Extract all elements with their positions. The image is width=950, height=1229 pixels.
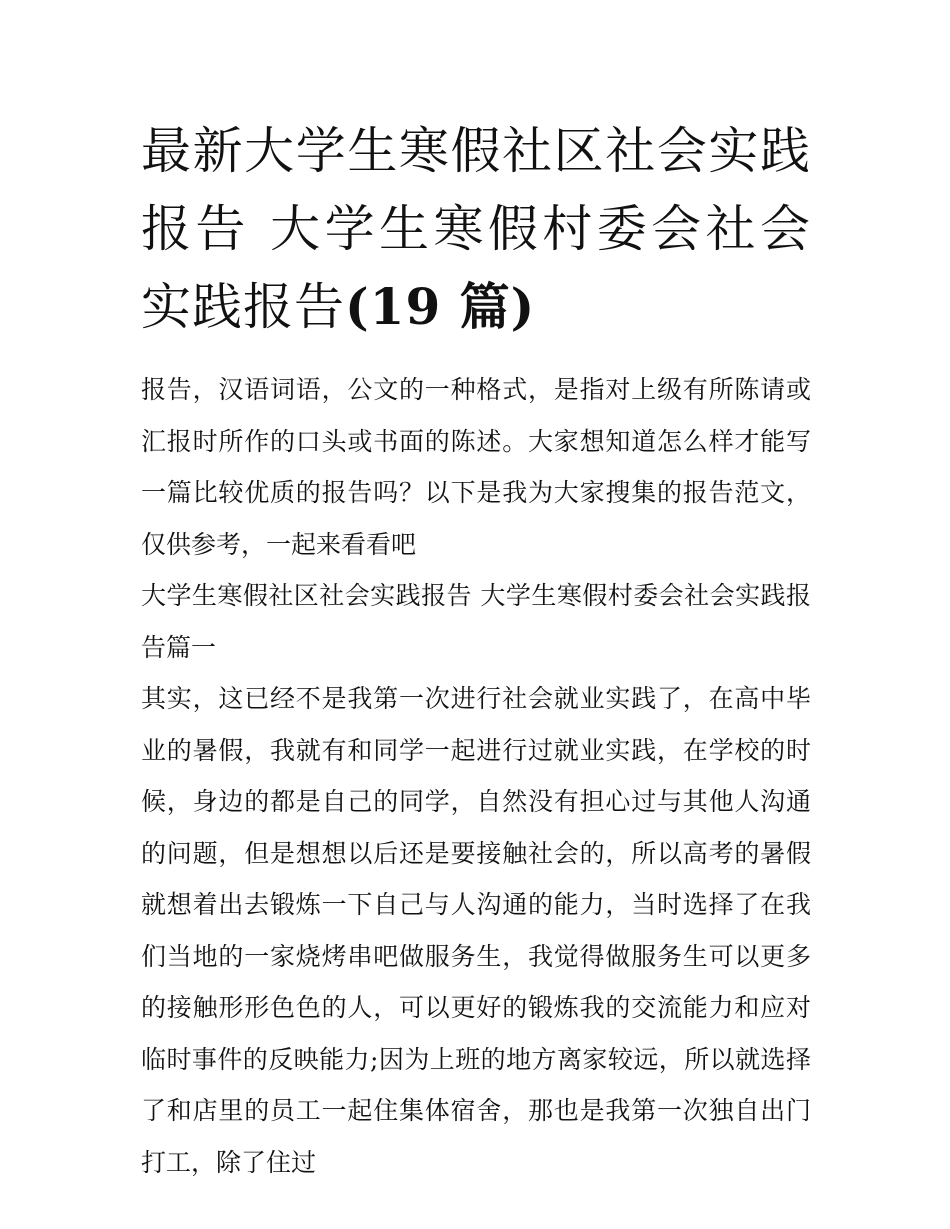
section-heading: 大学生寒假社区社会实践报告 大学生寒假村委会社会实践报告篇一 <box>141 581 811 662</box>
body-paragraph: 其实，这已经不是我第一次进行社会就业实践了，在高中毕业的暑假，我就有和同学一起进行过就业实践，在学校的时候，身边的都是自己的同学，自然没有担心过与其他人沟通的问题，但是想想以后还是要接触社会的，所以高考的暑假就想着出去锻炼一下自己与人沟通的能力，当时选择了在我们当地的一家烧烤串吧做服务生，我觉得做服务生可以更多的接触形形色色的人，可以更好的锻炼我的交流能力和应对临时事件的反映能力;因为上班的地方离家较远，所以就选择了和店里的员工一起住集体宿舍，那也是我第一次独自出门打工，除了住过 <box>141 684 811 1177</box>
document-title-main: 最新大学生寒假社区社会实践报告 大学生寒假村委会社会实践报告 <box>141 122 811 336</box>
document-content <box>141 112 811 1188</box>
intro-paragraph: 报告，汉语词语，公文的一种格式，是指对上级有所陈请或汇报时所作的口头或书面的陈述。大家想知道怎么样才能写一篇比较优质的报告吗？以下是我为大家搜集的报告范文，仅供参考，一起来看看吧 <box>141 375 811 559</box>
document-title-count: (19 篇) <box>345 277 536 336</box>
document-title <box>141 112 811 346</box>
